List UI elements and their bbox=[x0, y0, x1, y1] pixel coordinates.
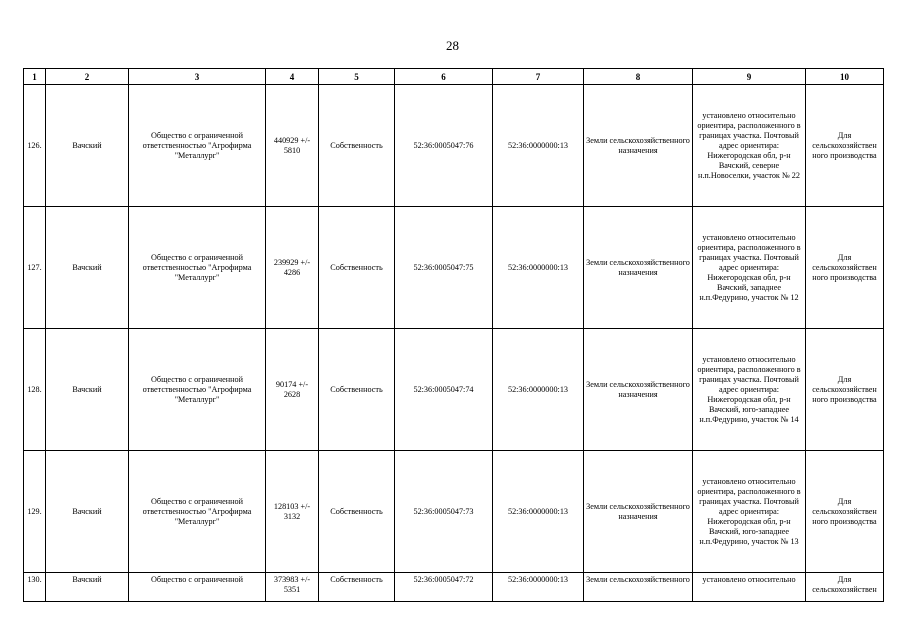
column-header: 10 bbox=[806, 69, 884, 85]
page-number: 28 bbox=[446, 38, 459, 53]
owner-cell: Общество с ограниченной ответственностью "Агрофирма "Металлург" bbox=[129, 85, 266, 207]
land-category-cell: Земли сельскохозяйственного назначения bbox=[584, 85, 693, 207]
permitted-use-cell: Для сельскохозяйствен bbox=[806, 573, 884, 602]
owner-cell: Общество с ограниченной ответственностью "Агрофирма "Металлург" bbox=[129, 207, 266, 329]
parent-cadastral-cell: 52:36:0000000:13 bbox=[493, 573, 584, 602]
row-number: 126. bbox=[24, 85, 46, 207]
land-category-cell: Земли сельскохозяйственного назначения bbox=[584, 207, 693, 329]
owner-cell: Общество с ограниченной ответственностью "Агрофирма "Металлург" bbox=[129, 329, 266, 451]
cadastral-number-cell: 52:36:0005047:76 bbox=[395, 85, 493, 207]
column-header: 4 bbox=[266, 69, 319, 85]
owner-cell: Общество с ограниченной bbox=[129, 573, 266, 602]
column-header: 7 bbox=[493, 69, 584, 85]
table-row bbox=[24, 207, 884, 329]
column-header: 2 bbox=[46, 69, 129, 85]
cadastral-number-cell: 52:36:0005047:72 bbox=[395, 573, 493, 602]
table-row bbox=[24, 451, 884, 573]
parent-cadastral-cell: 52:36:0000000:13 bbox=[493, 451, 584, 573]
column-header: 1 bbox=[24, 69, 46, 85]
address-cell: установлено относительно ориентира, расположенного в границах участка. Почтовый адрес ориентира: Нижегородская обл, р-н Вачский, юго-западнее н.п.Федурино, участок № 13 bbox=[693, 451, 806, 573]
permitted-use-cell: Для сельскохозяйствен ного производства bbox=[806, 451, 884, 573]
right-cell: Собственность bbox=[319, 85, 395, 207]
right-cell: Собственность bbox=[319, 207, 395, 329]
parent-cadastral-cell: 52:36:0000000:13 bbox=[493, 207, 584, 329]
area-cell: 90174 +/- 2628 bbox=[266, 329, 319, 451]
table-row bbox=[24, 85, 884, 207]
land-registry-table bbox=[23, 68, 884, 602]
cadastral-number-cell: 52:36:0005047:74 bbox=[395, 329, 493, 451]
district-cell: Вачский bbox=[46, 573, 129, 602]
table-row bbox=[24, 573, 884, 602]
district-cell: Вачский bbox=[46, 85, 129, 207]
area-cell: 239929 +/- 4286 bbox=[266, 207, 319, 329]
address-cell: установлено относительно ориентира, расположенного в границах участка. Почтовый адрес ориентира: Нижегородская обл, р-н Вачский, северне н.п.Новоселки, участок № 22 bbox=[693, 85, 806, 207]
cadastral-number-cell: 52:36:0005047:75 bbox=[395, 207, 493, 329]
land-category-cell: Земли сельскохозяйственного назначения bbox=[584, 451, 693, 573]
parent-cadastral-cell: 52:36:0000000:13 bbox=[493, 85, 584, 207]
area-cell: 440929 +/- 5810 bbox=[266, 85, 319, 207]
parent-cadastral-cell: 52:36:0000000:13 bbox=[493, 329, 584, 451]
address-cell: установлено относительно ориентира, расположенного в границах участка. Почтовый адрес ориентира: Нижегородская обл, р-н Вачский, западнее н.п.Федурино, участок № 12 bbox=[693, 207, 806, 329]
column-header: 8 bbox=[584, 69, 693, 85]
area-cell: 373983 +/- 5351 bbox=[266, 573, 319, 602]
address-cell: установлено относительно bbox=[693, 573, 806, 602]
column-header: 6 bbox=[395, 69, 493, 85]
land-category-cell: Земли сельскохозяйственного назначения bbox=[584, 329, 693, 451]
row-number: 127. bbox=[24, 207, 46, 329]
right-cell: Собственность bbox=[319, 573, 395, 602]
address-cell: установлено относительно ориентира, расположенного в границах участка. Почтовый адрес ориентира: Нижегородская обл, р-н Вачский, юго-западнее н.п.Федурино, участок № 14 bbox=[693, 329, 806, 451]
permitted-use-cell: Для сельскохозяйствен ного производства bbox=[806, 85, 884, 207]
row-number: 128. bbox=[24, 329, 46, 451]
permitted-use-cell: Для сельскохозяйствен ного производства bbox=[806, 329, 884, 451]
column-header: 3 bbox=[129, 69, 266, 85]
district-cell: Вачский bbox=[46, 207, 129, 329]
table-row bbox=[24, 329, 884, 451]
header-row bbox=[24, 69, 884, 85]
right-cell: Собственность bbox=[319, 451, 395, 573]
right-cell: Собственность bbox=[319, 329, 395, 451]
row-number: 129. bbox=[24, 451, 46, 573]
district-cell: Вачский bbox=[46, 329, 129, 451]
column-header: 5 bbox=[319, 69, 395, 85]
column-header: 9 bbox=[693, 69, 806, 85]
area-cell: 128103 +/- 3132 bbox=[266, 451, 319, 573]
cadastral-number-cell: 52:36:0005047:73 bbox=[395, 451, 493, 573]
owner-cell: Общество с ограниченной ответственностью "Агрофирма "Металлург" bbox=[129, 451, 266, 573]
permitted-use-cell: Для сельскохозяйствен ного производства bbox=[806, 207, 884, 329]
district-cell: Вачский bbox=[46, 451, 129, 573]
land-category-cell: Земли сельскохозяйственного bbox=[584, 573, 693, 602]
row-number: 130. bbox=[24, 573, 46, 602]
